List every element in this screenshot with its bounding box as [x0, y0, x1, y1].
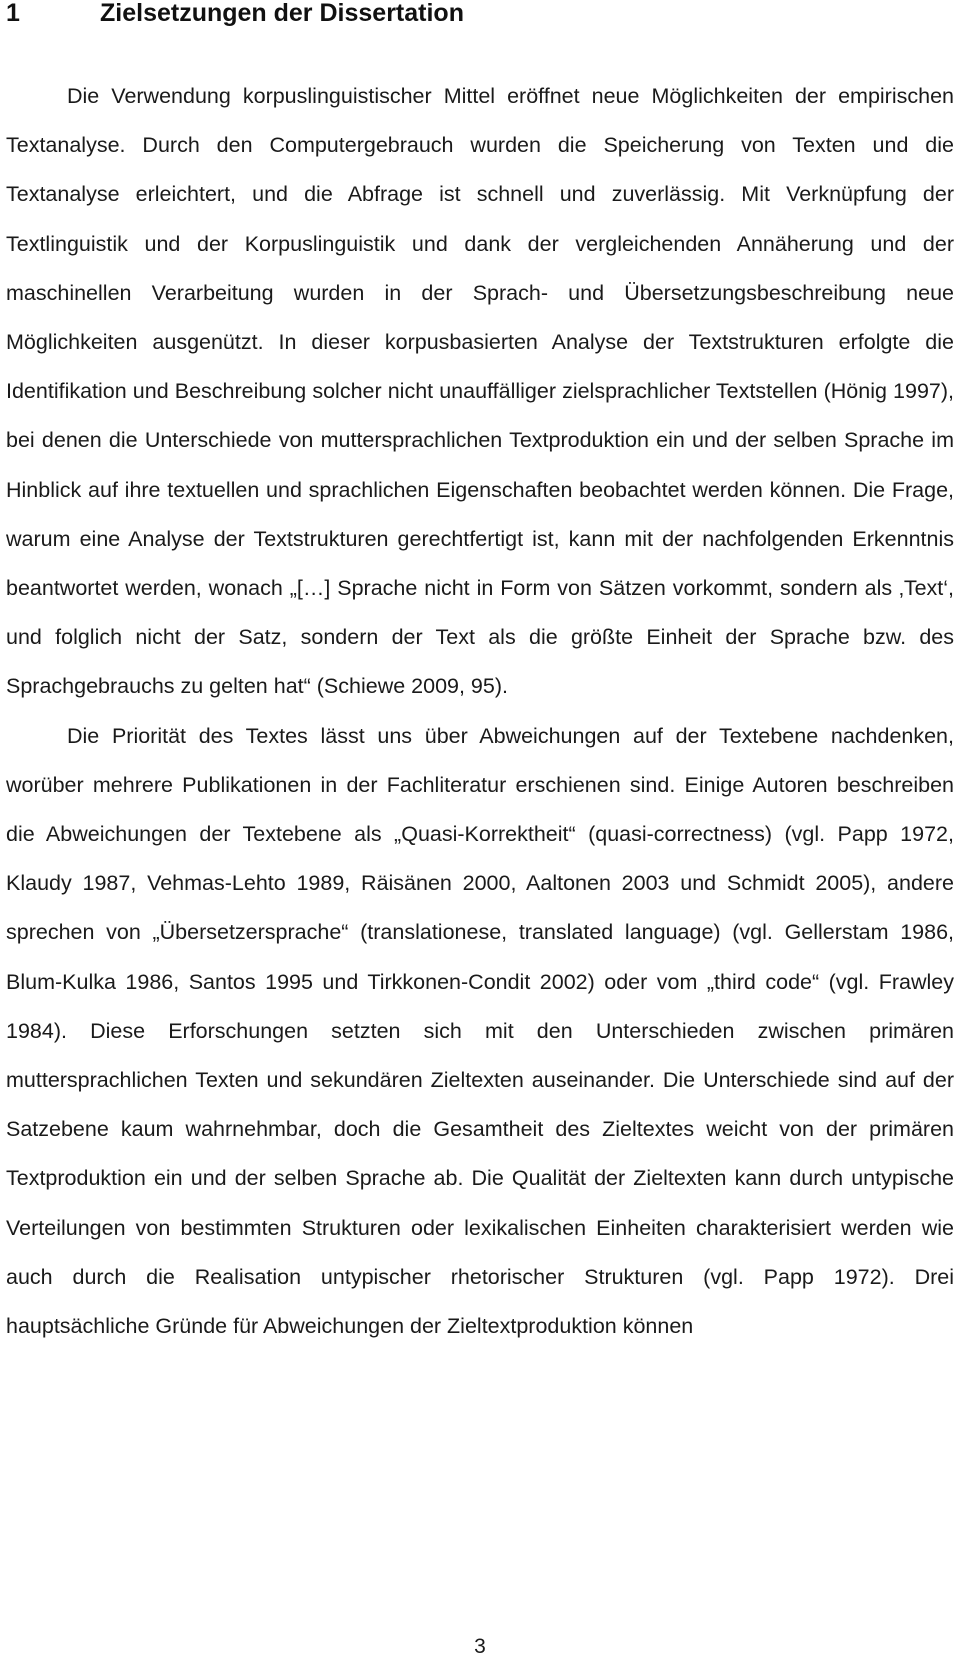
section-title: Zielsetzungen der Dissertation: [100, 0, 464, 27]
body-text: [6, 72, 954, 1351]
paragraph-2: Die Priorität des Textes lässt uns über Abweichungen auf der Textebene nachdenken, worüber mehrere Publikationen in der Fachliteratur erschienen sind. Einige Autoren beschreiben die Abweichungen der Textebene als „Quasi-Korrektheit“ (quasi-correctness) (vgl. Papp 1972, Klaudy 1987, Vehmas-Lehto 1989, Räisänen 2000, Aaltonen 2003 und Schmidt 2005), andere sprechen von „Übersetzersprache“ (translationese, translated language) (vgl. Gellerstam 1986, Blum-Kulka 1986, Santos 1995 und Tirkkonen-Condit 2002) oder vom „third code“ (vgl. Frawley 1984). Diese Erforschungen setzten sich mit den Unterschieden zwischen primären muttersprachlichen Texten und sekundären Zieltexten auseinander. Die Unterschiede sind auf der Satzebene kaum wahrnehmbar, doch die Gesamtheit des Zieltextes weicht von der primären Textproduktion ein und der selben Sprache ab. Die Qualität der Zieltexten kann durch untypische Verteilungen von bestimmten Strukturen oder lexikalischen Einheiten charakterisiert werden wie auch durch die Realisation untypischer rhetorischer Strukturen (vgl. Papp 1972). Drei hauptsächliche Gründe für Abweichungen der Zieltextproduktion können: [6, 723, 954, 1339]
section-heading: [6, 0, 464, 30]
page-number: 3: [474, 1635, 486, 1658]
section-number: 1: [6, 0, 20, 27]
paragraph-1: Die Verwendung korpuslinguistischer Mittel eröffnet neue Möglichkeiten der empirischen Textanalyse. Durch den Computergebrauch wurden die Speicherung von Texten und die Textanalyse erleichtert, und die Abfrage ist schnell und zuverlässig. Mit Verknüpfung der Textlinguistik und der Korpuslinguistik und dank der vergleichenden Annäherung und der maschinellen Verarbeitung wurden in der Sprach- und Übersetzungsbeschreibung neue Möglichkeiten ausgenützt. In dieser korpusbasierten Analyse der Textstrukturen erfolgte die Identifikation und Beschreibung solcher nicht unauffälliger zielsprachlicher Textstellen (Hönig 1997), bei denen die Unterschiede von muttersprachlichen Textproduktion ein und der selben Sprache im Hinblick auf ihre textuellen und sprachlichen Eigenschaften beobachtet werden können. Die Frage, warum eine Analyse der Textstrukturen gerechtfertigt ist, kann mit der nachfolgenden Erkenntnis beantwortet werden, wonach „[…] Sprache nicht in Form von Sätzen vorkommt, sondern als ‚Text‘, und folglich nicht der Satz, sondern der Text als die größte Einheit der Sprache bzw. des Sprachgebrauchs zu gelten hat“ (Schiewe 2009, 95).: [6, 84, 954, 699]
